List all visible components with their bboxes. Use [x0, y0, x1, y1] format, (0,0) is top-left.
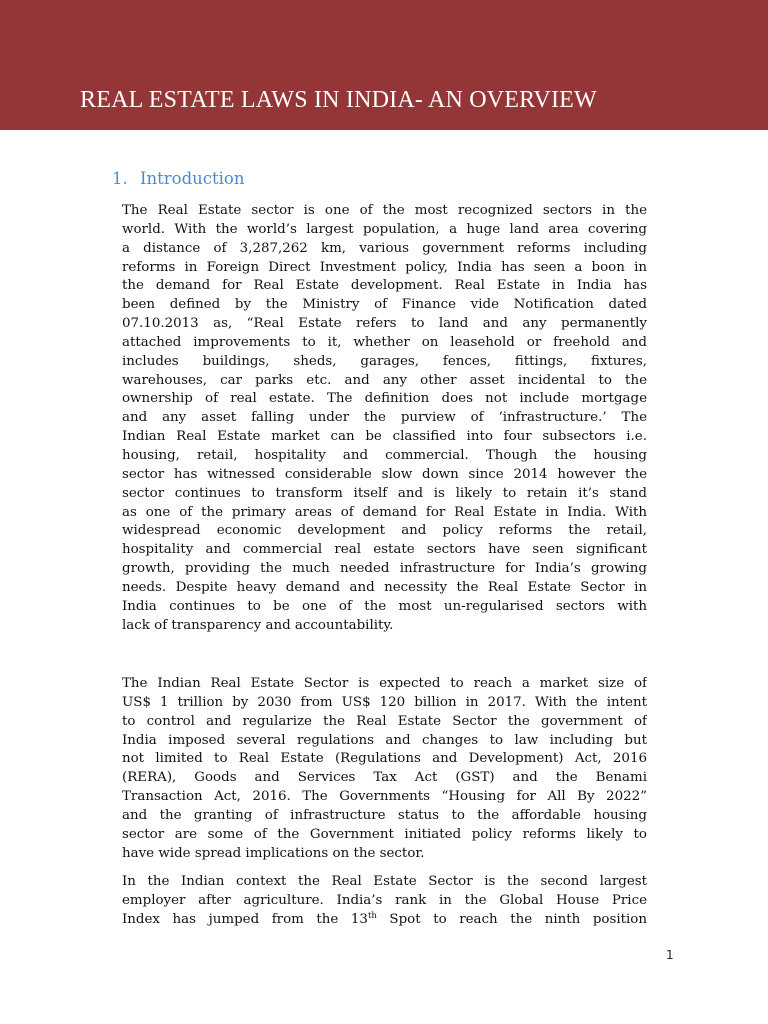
paragraph-line: to control and regularize the Real Estate Sector the government of: [122, 713, 647, 729]
paragraph-line: sector are some of the Government initiated policy reforms likely to: [122, 826, 647, 842]
paragraph-line: attached improvements to it, whether on leasehold or freehold and: [122, 334, 647, 350]
paragraph-line: warehouses, car parks etc. and any other asset incidental to the: [122, 372, 647, 388]
paragraph-line: ownership of real estate. The definition does not include mortgage: [122, 391, 647, 407]
section-heading: [112, 168, 245, 190]
document-title: REAL ESTATE LAWS IN INDIA- AN OVERVIEW: [80, 87, 597, 113]
paragraph-line: India continues to be one of the most un-regularised sectors with: [122, 598, 647, 614]
page-number: 1: [666, 948, 674, 962]
paragraph-line: The Real Estate sector is one of the most recognized sectors in the: [122, 203, 647, 218]
line-tail: Spot to reach the ninth position: [376, 911, 647, 927]
paragraph-line: (RERA), Goods and Services Tax Act (GST) and the Benami: [122, 770, 647, 786]
paragraph-line: US$ 1 trillion by 2030 from US$ 120 billion in 2017. With the intent: [122, 694, 647, 710]
paragraph-line: India imposed several regulations and changes to law including but: [122, 732, 647, 748]
paragraph-line: housing, retail, hospitality and commercial. Though the housing: [122, 447, 647, 463]
paragraph-line: Transaction Act, 2016. The Governments “Housing for All By 2022”: [122, 789, 647, 805]
paragraph-line: includes buildings, sheds, garages, fences, fittings, fixtures,: [122, 353, 647, 369]
paragraph-line: Indian Real Estate market can be classified into four subsectors i.e.: [122, 429, 647, 445]
paragraph-line: 07.10.2013 as, “Real Estate refers to land and any permanently: [122, 316, 647, 332]
paragraph-line: widespread economic development and policy reforms the retail,: [122, 523, 647, 539]
paragraph-line: Index has jumped from the 13th Spot to reach the ninth position: [122, 910, 647, 927]
paragraph-line: have wide spread implications on the sector.: [122, 845, 425, 861]
paragraph-line: The Indian Real Estate Sector is expected to reach a market size of: [122, 676, 647, 691]
paragraph-line: sector has witnessed considerable slow down since 2014 however the: [122, 466, 647, 482]
paragraph-line: and any asset falling under the purview of ‘infrastructure.’ The: [122, 410, 647, 426]
paragraph-line: needs. Despite heavy demand and necessity the Real Estate Sector in: [122, 579, 647, 595]
paragraph-line: sector continues to transform itself and is likely to retain it’s stand: [122, 485, 647, 501]
paragraph-line: world. With the world’s largest population, a huge land area covering: [122, 221, 647, 237]
paragraph-market-size: [122, 675, 647, 863]
paragraph-line: growth, providing the much needed infrastructure for India’s growing: [122, 561, 647, 577]
paragraph-line: as one of the primary areas of demand for Real Estate in India. With: [122, 504, 647, 520]
paragraph-intro: [122, 202, 647, 635]
paragraph-line: In the Indian context the Real Estate Sector is the second largest: [122, 874, 647, 889]
section-number: 1.: [112, 169, 128, 188]
paragraph-line: reforms in Foreign Direct Investment policy, India has seen a boon in: [122, 259, 647, 275]
paragraph-line: a distance of 3,287,262 km, various government reforms including: [122, 240, 647, 256]
paragraph-line: employer after agriculture. India’s rank in the Global House Price: [122, 892, 647, 908]
paragraph-line: not limited to Real Estate (Regulations and Development) Act, 2016: [122, 751, 647, 767]
paragraph-line: and the granting of infrastructure status to the affordable housing: [122, 807, 647, 823]
header-band: [0, 0, 768, 130]
paragraph-line: hospitality and commercial real estate sectors have seen significant: [122, 542, 647, 558]
paragraph-line: been defined by the Ministry of Finance vide Notification dated: [122, 297, 647, 313]
section-heading-text: Introduction: [140, 169, 245, 188]
paragraph-line: the demand for Real Estate development. Real Estate in India has: [122, 278, 647, 294]
superscript: th: [367, 910, 377, 921]
paragraph-employment: [122, 873, 647, 930]
paragraph-line: lack of transparency and accountability.: [122, 617, 394, 633]
